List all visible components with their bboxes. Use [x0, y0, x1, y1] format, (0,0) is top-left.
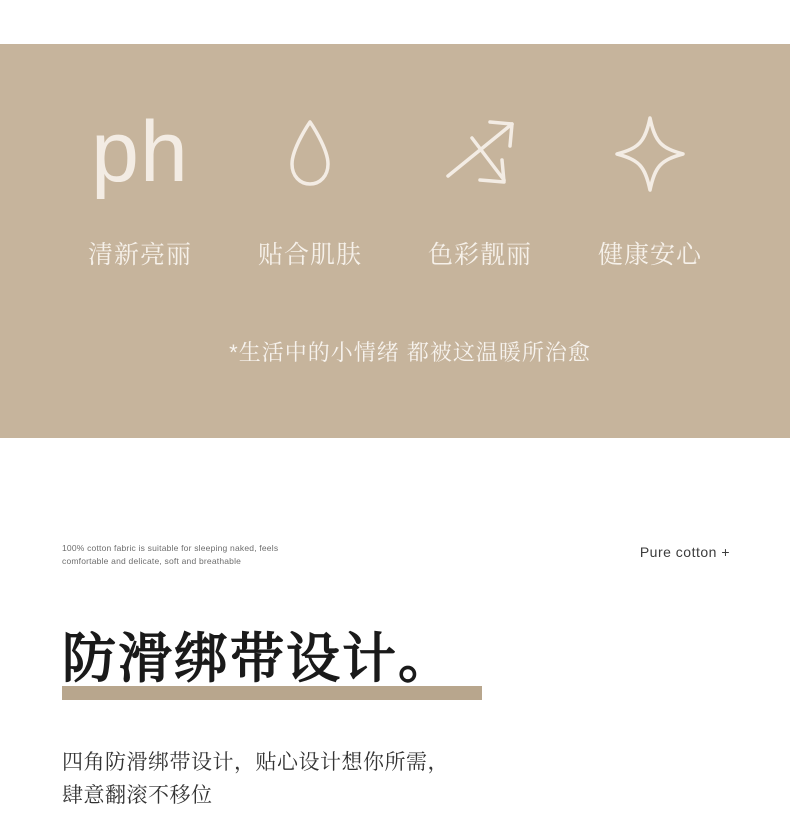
ph-glyph-label: ph: [91, 104, 189, 200]
banner-note: *生活中的小情绪 都被这温暖所治愈: [229, 340, 591, 365]
feature-item-color: [400, 104, 560, 270]
pure-cotton-label: Pure cotton +: [639, 544, 730, 560]
feature-item-skin-fit: [230, 104, 390, 270]
detail-section: [0, 438, 790, 839]
subcopy-block: [62, 746, 449, 812]
feature-row: [60, 104, 730, 270]
water-drop-icon: [274, 104, 346, 200]
ph-text-icon: [91, 104, 189, 200]
headline-block: [62, 628, 454, 690]
feature-item-fresh: [60, 104, 220, 270]
feature-item-health: [570, 104, 730, 270]
feature-banner: [0, 44, 790, 438]
subcopy-line-1: 四角防滑绑带设计，贴心设计想你所需，: [62, 751, 449, 774]
subcopy-line-2: 肆意翻滚不移位: [62, 784, 213, 807]
diagonal-arrows-icon: [432, 104, 528, 200]
feature-label: 清新亮丽: [87, 241, 192, 269]
feature-label: 色彩靓丽: [427, 241, 532, 269]
feature-label: 贴合肌肤: [257, 241, 362, 269]
english-description: 100% cotton fabric is suitable for sleeping naked, feels comfortable and delicate, soft and breathable: [62, 543, 279, 566]
feature-label: 健康安心: [597, 241, 702, 269]
four-point-star-icon: [605, 104, 695, 200]
page-title: 防滑绑带设计。: [62, 629, 454, 689]
